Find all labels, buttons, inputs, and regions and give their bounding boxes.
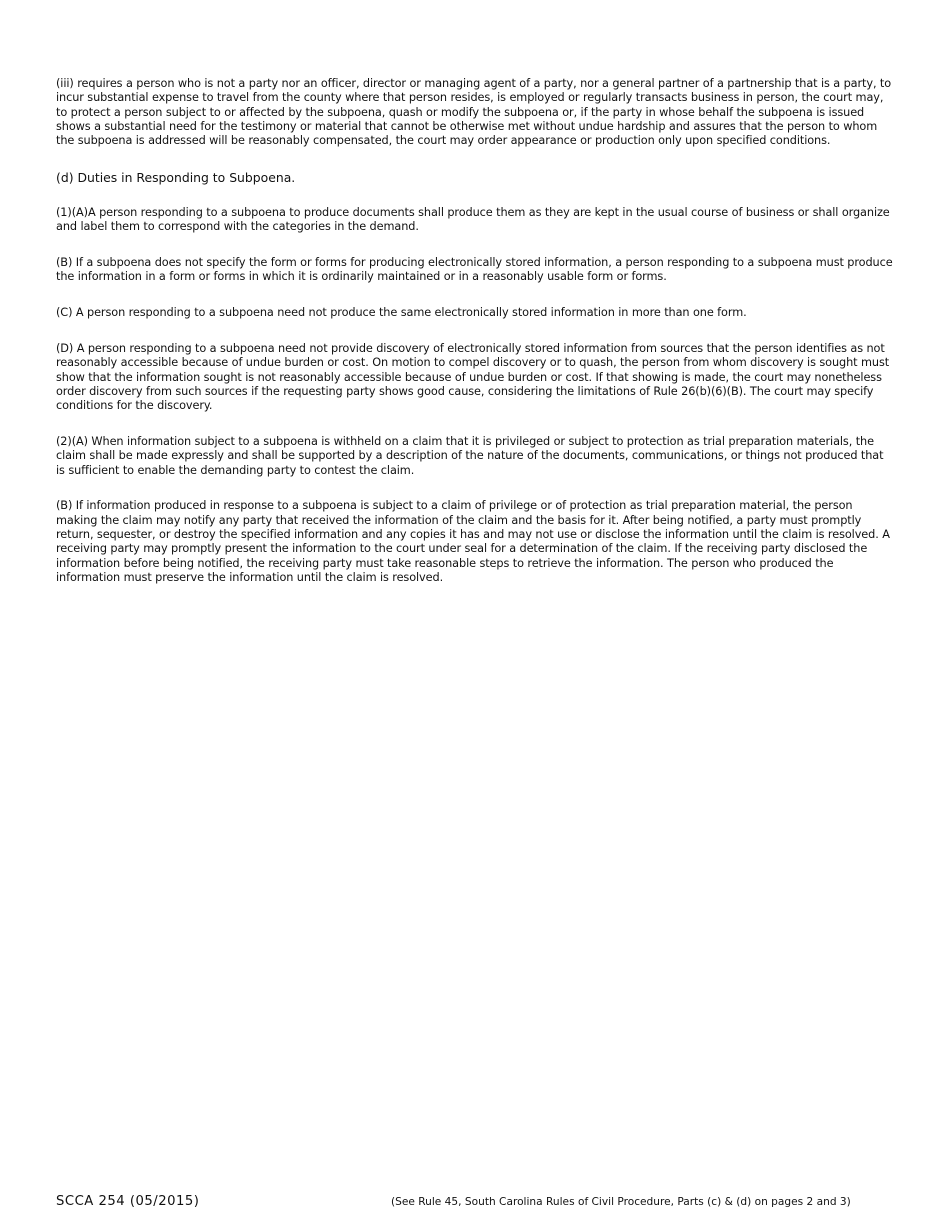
paragraph-d-1-d: (D) A person responding to a subpoena need not provide discovery of electronically stored information from sources that the person identifies as not reasonably accessible because of undue burden or cost. On motion to compel discovery or to quash, the person from whom discovery is sought must show that the information sought is not reasonably accessible because of undue burden or cost. If that showing is made, the court may nonetheless order discovery from such sources if the requesting party shows good cause, considering the limitations of Rule 26(b)(6)(B). The court may specify conditions for the discovery. [56,341,890,413]
paragraph-d-2-b: (B) If information produced in response to a subpoena is subject to a claim of privilege or of protection as trial preparation material, the person making the claim may notify any party that received the information of the claim and the basis for it. After being notified, a party must promptly return, sequester, or destroy the specified information and any copies it has and may not use or disclose the information until the claim is resolved. A receiving party may promptly present the information to the court under seal for a determination of the claim. If the receiving party disclosed the information before being notified, the receiving party must take reasonable steps to retrieve the information. The person who produced the information must preserve the information until the claim is resolved. [56,499,890,584]
paragraph-c-3-iii: (iii) requires a person who is not a party nor an officer, director or managing agent of a party, nor a general partner of a partnership that is a party, to incur substantial expense to travel from the county where that person resides, is employed or regularly transacts business in person, the court may, to protect a person subject to or affected by the subpoena, quash or modify the subpoena or, if the party in whose behalf the subpoena is issued shows a substantial need for the testimony or material that cannot be otherwise met without undue hardship and assures that the person to whom the subpoena is addressed will be reasonably compensated, the court may order appearance or production only upon specified conditions. [56,77,892,148]
paragraph-d-1-a: (1)(A)A person responding to a subpoena to produce documents shall produce them as they are kept in the usual course of business or shall organize and label them to correspond with the categories in the demand. [56,205,890,234]
paragraph-d-1-b: (B) If a subpoena does not specify the form or forms for producing electronically stored information, a person responding to a subpoena must produce the information in a form or forms in which it is ordinarily maintained or in a reasonably usable form or forms. [56,256,893,284]
section-heading-d: (d) Duties in Responding to Subpoena. [56,169,296,185]
paragraph-d-1-c: (C) A person responding to a subpoena need not produce the same electronically stored information in more than one form. [56,306,747,320]
document-body [56,77,894,607]
footer-note: (See Rule 45, South Carolina Rules of Civil Procedure, Parts (c) & (d) on pages 2 and 3) [391,1196,851,1208]
form-id: SCCA 254 (05/2015) [56,1194,200,1209]
paragraph-d-2-a: (2)(A) When information subject to a subpoena is withheld on a claim that it is privileged or subject to protection as trial preparation materials, the claim shall be made expressly and shall be supported by a description of the nature of the documents, communications, or things not produced that is sufficient to enable the demanding party to contest the claim. [56,434,884,477]
